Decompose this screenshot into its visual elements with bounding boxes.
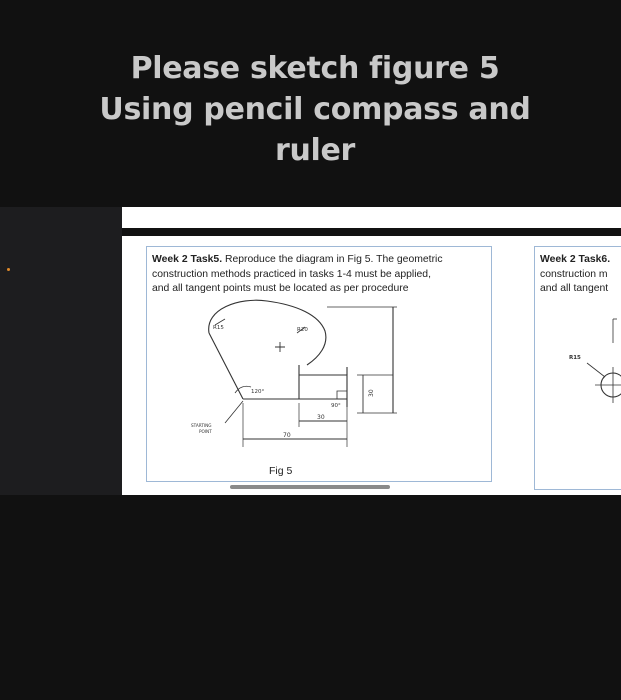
task-6-title: Week 2 Task6.	[540, 254, 611, 265]
dim-30-label: 30	[317, 414, 325, 421]
task-5-line-2: construction methods practiced in tasks 1-4 must be applied,	[152, 268, 431, 280]
figure-caption: Fig 5	[269, 465, 293, 477]
step-rectangle	[299, 375, 347, 399]
top-arc-outline	[209, 300, 326, 365]
document-divider	[122, 228, 621, 236]
dim-vertical-label: 30	[368, 389, 375, 397]
task-5-title: Week 2 Task5.	[152, 254, 223, 265]
document-view[interactable]	[122, 236, 621, 495]
radius-left-label: R15	[213, 325, 224, 331]
instruction-area	[0, 0, 621, 207]
document-header-band	[122, 207, 621, 228]
angle-90-label: 90°	[331, 403, 341, 409]
instruction-line-1: Please sketch figure 5	[130, 51, 500, 86]
task-6-radius-label: R15	[569, 355, 581, 361]
dim-70-label: 70	[283, 432, 291, 439]
instruction-line-3: ruler	[274, 133, 356, 168]
task-6-line-2: construction m	[540, 268, 608, 280]
task-5-line-1: Reproduce the diagram in Fig 5. The geometric	[222, 254, 443, 265]
radius-right-label: R20	[297, 327, 308, 333]
horizontal-scrollbar[interactable]	[230, 485, 390, 489]
starting-point-label-2: POINT	[199, 429, 212, 434]
angle-120-label: 120°	[251, 389, 265, 395]
figure-5-drawing	[147, 247, 493, 483]
left-sidebar-strip	[0, 207, 122, 495]
task-5-line-3: and all tangent points must be located as per procedure	[152, 283, 409, 294]
task-6-card	[534, 246, 621, 490]
accent-dot	[7, 268, 10, 271]
instruction-line-2: Using pencil compass and	[99, 92, 531, 127]
task-6-line-3: and all tangent	[540, 283, 609, 294]
task-5-card	[146, 246, 492, 482]
task-6-drawing-fragment	[535, 247, 621, 491]
instruction-heading	[0, 48, 621, 171]
bottom-empty-area	[0, 495, 621, 700]
starting-point-label-1: STARTING	[191, 423, 212, 428]
